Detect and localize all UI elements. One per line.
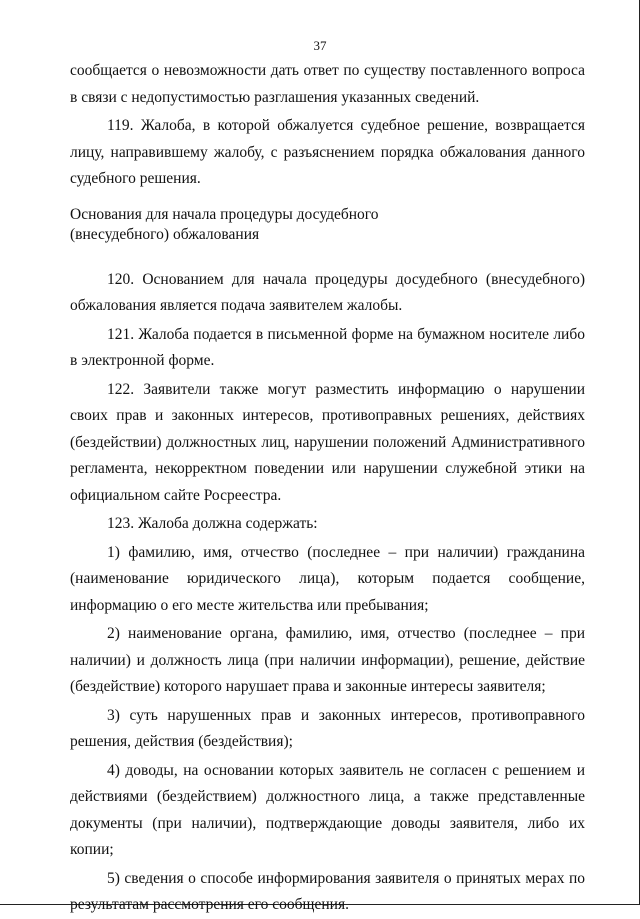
list-item-3: 3) суть нарушенных прав и законных интересов, противоправного решения, действия (бездействия); bbox=[70, 706, 585, 750]
section-heading bbox=[70, 205, 585, 245]
list-item-5: 5) сведения о способе информирования заявителя о принятых мерах по результатам рассмотрения его сообщения. bbox=[70, 869, 585, 913]
paragraph-123: 123. Жалоба должна содержать: bbox=[107, 515, 318, 532]
paragraph-119: 119. Жалоба, в которой обжалуется судебное решение, возвращается лицу, направившему жалобу, с разъяснением порядка обжалования данного судебного решения. bbox=[70, 117, 585, 187]
document-body bbox=[70, 58, 585, 919]
section-heading-line-2: (внесудебного) обжалования bbox=[70, 225, 260, 243]
list-item-1: 1) фамилию, имя, отчество (последнее – при наличии) гражданина (наименование юридического лица), которым подается сообщение, информацию о его месте жительства или пребывания; bbox=[70, 543, 585, 614]
page-number: 37 bbox=[313, 38, 327, 53]
paragraph-121: 121. Жалоба подается в письменной форме на бумажном носителе либо в электронной форме. bbox=[70, 325, 585, 369]
section-heading-line-1: Основания для начала процедуры досудебного bbox=[70, 205, 379, 223]
paragraph-122: 122. Заявители также могут разместить информацию о нарушении своих прав и законных интересов, противоправных решениях, действиях (бездействии) должностных лиц, нарушении положений Административного регламента, некорректном поведении или нарушении служебной этики на официальном сайте Росреестра. bbox=[70, 380, 585, 504]
paragraph-continuation: сообщается о невозможности дать ответ по существу поставленного вопроса в связи с недопустимостью разглашения указанных сведений. bbox=[70, 62, 585, 106]
paragraph-120: 120. Основанием для начала процедуры досудебного (внесудебного) обжалования является подача заявителем жалобы. bbox=[70, 270, 585, 314]
list-item-4: 4) доводы, на основании которых заявитель не согласен с решением и действиями (бездействием) должностного лица, а также представленные документы (при наличии), подтверждающие доводы заявителя, либо их копии; bbox=[70, 761, 585, 858]
list-item-2: 2) наименование органа, фамилию, имя, отчество (последнее – при наличии) и должность лица (при наличии информации), решение, действие (бездействие) которого нарушает права и законные интересы заявителя; bbox=[70, 625, 585, 695]
